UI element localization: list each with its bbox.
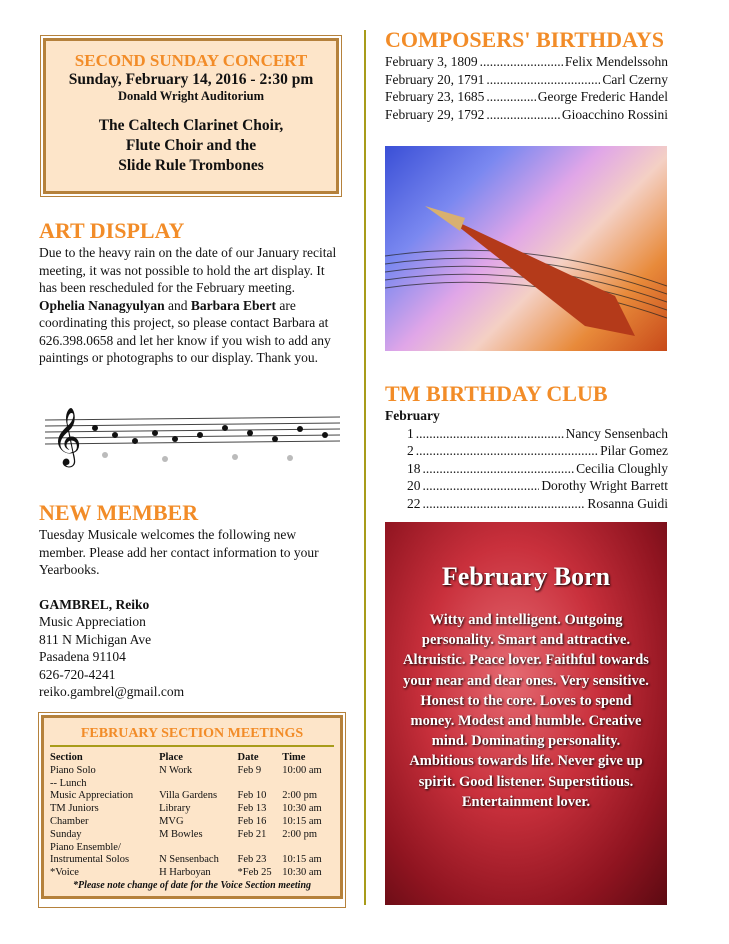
meeting-row — [50, 867, 334, 880]
meeting-cell: N Sensenbach — [159, 854, 219, 866]
meeting-row — [50, 803, 334, 816]
meeting-cell: N Work — [159, 764, 193, 776]
item-date: 2 — [407, 443, 414, 458]
dot-leader — [416, 425, 564, 443]
list-item — [385, 88, 668, 106]
new-member-section — [39, 500, 343, 701]
meeting-cell — [282, 778, 334, 791]
concert-date: Sunday, February 14, 2016 - 2:30 pm — [68, 71, 314, 88]
list-item — [385, 71, 668, 89]
art-display-text: Due to the heavy rain on the date of our January recital meeting, it was not possible to hold the art display. It has been rescheduled for the February meeting. Ophelia Nanagyulyan and Barbara Ebert are coordinating this project, so please contact Barbara at 626.398.0658 and let her know if you wish to add any paintings or photographs to our display. Thank you. — [39, 245, 337, 365]
meeting-cell: Sunday — [50, 828, 82, 840]
member-city: Pasadena 91104 — [39, 649, 126, 664]
item-date: 1 — [407, 425, 414, 441]
dot-leader — [486, 88, 535, 106]
item-name: Cecilia Cloughly — [576, 460, 668, 476]
february-born-box — [385, 522, 667, 905]
concert-venue: Donald Wright Auditorium — [117, 89, 265, 103]
col-header: Section — [50, 752, 83, 763]
item-name: Dorothy Wright Barrett — [541, 478, 668, 493]
art-display-section — [39, 218, 343, 367]
list-item — [407, 477, 668, 495]
meeting-cell: Music Appreciation — [50, 790, 134, 802]
meeting-cell: MVG — [159, 815, 184, 827]
meeting-cell — [238, 778, 283, 791]
meeting-cell: M Bowles — [159, 828, 203, 840]
item-name: Rosanna Guidi — [587, 495, 668, 511]
meeting-cell: *Feb 25 — [237, 867, 272, 879]
meeting-row — [50, 854, 334, 867]
dot-leader — [423, 460, 575, 478]
february-born-title: February Born — [441, 562, 611, 591]
birthday-club-heading: TM BIRTHDAY CLUB — [385, 381, 608, 406]
meeting-cell: H Harboyan — [159, 867, 211, 879]
meeting-cell: Feb 13 — [237, 803, 267, 815]
item-date: 22 — [407, 495, 421, 511]
new-member-heading: NEW MEMBER — [39, 500, 199, 525]
meeting-cell: Chamber — [50, 815, 89, 827]
meetings-heading: FEBRUARY SECTION MEETINGS — [50, 718, 334, 747]
meeting-cell: -- Lunch — [50, 777, 87, 789]
concert-title: SECOND SUNDAY CONCERT — [74, 51, 308, 70]
meeting-cell — [159, 842, 237, 855]
meeting-cell: Feb 9 — [237, 764, 262, 776]
birthday-month: February — [385, 408, 440, 423]
composers-heading: COMPOSERS' BIRTHDAYS — [385, 27, 664, 52]
meetings-note: *Please note change of date for the Voice Section meeting — [72, 879, 312, 891]
meeting-cell: Villa Gardens — [159, 790, 218, 802]
meeting-cell — [159, 778, 237, 791]
meeting-cell: 2:00 pm — [282, 828, 318, 840]
svg-text:𝄞: 𝄞 — [52, 408, 82, 464]
meeting-cell: *Voice — [50, 867, 79, 879]
list-item — [385, 106, 668, 124]
art-display-heading: ART DISPLAY — [39, 218, 185, 243]
meeting-cell: 10:00 am — [282, 764, 322, 776]
concert-performer: Flute Choir and the — [125, 137, 257, 154]
list-item — [385, 53, 668, 71]
item-name: George Frederic Handel — [537, 89, 668, 104]
meeting-cell: 10:15 am — [282, 854, 322, 866]
member-address: 811 N Michigan Ave — [39, 631, 152, 647]
list-item — [407, 442, 668, 460]
meeting-cell: Piano Solo — [50, 764, 96, 776]
item-date: February 20, 1791 — [385, 71, 485, 87]
birthday-club-section — [385, 381, 668, 512]
item-name: Carl Czerny — [602, 71, 668, 87]
concert-box — [40, 35, 342, 197]
new-member-intro: Tuesday Musicale welcomes the following new member. Please add her contact information to your Yearbooks. — [39, 527, 319, 577]
meeting-cell: Feb 23 — [237, 854, 267, 866]
fountain-pen-music-image — [385, 146, 667, 351]
meeting-cell: 10:30 am — [282, 867, 322, 879]
dot-leader — [423, 477, 540, 495]
item-date: February 29, 1792 — [385, 106, 485, 122]
dot-leader — [423, 495, 586, 513]
item-name: Pilar Gomez — [600, 443, 668, 458]
meeting-cell: Piano Ensemble/ — [50, 841, 121, 853]
item-name: Nancy Sensenbach — [565, 425, 668, 441]
dot-leader — [416, 442, 598, 460]
meeting-row — [50, 816, 334, 829]
meeting-row — [50, 842, 334, 855]
meeting-cell: Feb 10 — [237, 790, 267, 802]
meeting-cell: Feb 21 — [237, 828, 267, 840]
music-staff-illustration — [40, 395, 342, 470]
meeting-cell: Library — [159, 803, 191, 815]
section-meetings-box — [38, 712, 346, 908]
composers-section — [385, 27, 668, 123]
col-header: Date — [237, 752, 259, 763]
meeting-cell: 10:30 am — [282, 803, 322, 815]
dot-leader — [486, 71, 600, 89]
dot-leader — [486, 106, 560, 124]
member-name: GAMBREL, Reiko — [39, 596, 150, 612]
meeting-cell: 2:00 pm — [282, 790, 318, 802]
list-item — [407, 495, 668, 513]
col-header: Time — [282, 752, 306, 763]
meeting-cell: Feb 16 — [237, 815, 267, 827]
list-item — [407, 460, 668, 478]
meeting-cell: TM Juniors — [50, 803, 99, 815]
item-date: 18 — [407, 460, 421, 476]
item-date: 20 — [407, 478, 421, 493]
meeting-cell: 10:15 am — [282, 815, 322, 827]
meetings-table — [50, 752, 334, 880]
meeting-cell — [282, 842, 334, 855]
february-born-text: Witty and intelligent. Outgoing personality. Smart and attractive. Altruistic. Peace lover. Faithful towards your near and dear ones. Very sensitive. Honest to the core. Loves to spend money. Modest and humble. Creative mind. Dominating personality. Ambitious towards life. Never give up spirit. Good listener. Superstitious. Entertainment lover. — [403, 612, 649, 810]
concert-performer: Slide Rule Trombones — [118, 157, 264, 174]
column-divider — [364, 30, 366, 905]
concert-performer: The Caltech Clarinet Choir, — [98, 117, 284, 134]
meeting-row — [50, 790, 334, 803]
meeting-row — [50, 829, 334, 842]
meeting-row — [50, 765, 334, 778]
item-name: Felix Mendelssohn — [564, 54, 668, 69]
member-email[interactable]: reiko.gambrel@gmail.com — [39, 684, 185, 699]
meeting-cell: Instrumental Solos — [50, 854, 130, 866]
meeting-row — [50, 778, 334, 791]
col-header: Place — [159, 752, 183, 763]
item-date: February 3, 1809 — [385, 54, 478, 69]
item-date: February 23, 1685 — [385, 89, 485, 104]
list-item — [407, 425, 668, 443]
member-section: Music Appreciation — [39, 614, 146, 629]
dot-leader — [480, 53, 563, 71]
member-phone: 626-720-4241 — [39, 666, 116, 682]
meeting-cell — [238, 842, 283, 855]
item-name: Gioacchino Rossini — [561, 106, 668, 122]
